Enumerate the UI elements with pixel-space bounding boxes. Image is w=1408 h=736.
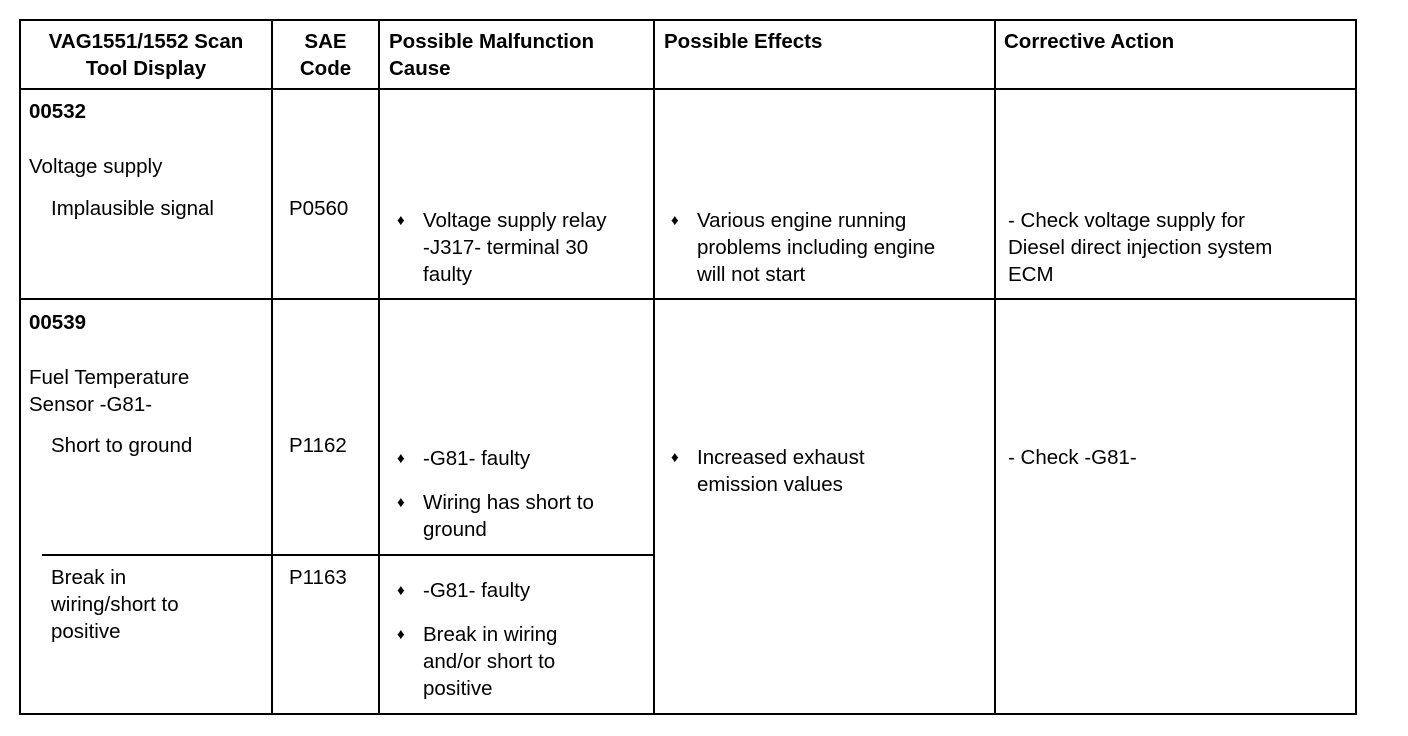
sae-code: P0560 [289, 197, 349, 220]
bullet-icon: ♦ [671, 212, 679, 229]
component-name: Voltage supply [29, 155, 163, 178]
fault-type: Short to ground [51, 434, 193, 457]
corrective-action: - Check voltage supply for Diesel direct injection system ECM [1008, 209, 1273, 286]
row-divider [19, 298, 1357, 300]
subrow-divider [42, 554, 654, 556]
col-divider-4 [994, 19, 996, 715]
fault-type: Implausible signal [51, 197, 214, 220]
border-top [19, 19, 1357, 21]
header-display: VAG1551/1552 Scan Tool Display [48, 30, 244, 80]
component-name: Fuel Temperature Sensor -G81- [29, 366, 190, 416]
border-right [1355, 19, 1357, 715]
bullet-icon: ♦ [397, 212, 405, 229]
bullet-icon: ♦ [397, 494, 405, 511]
fault-code: 00539 [29, 311, 87, 334]
bullet-icon: ♦ [397, 450, 405, 467]
header-sae-code: SAE Code [299, 30, 352, 80]
col-divider-1 [271, 19, 273, 715]
header-effects: Possible Effects [664, 30, 823, 53]
corrective-action: - Check -G81- [1008, 446, 1137, 469]
header-divider [19, 88, 1357, 90]
border-bottom [19, 713, 1357, 715]
sae-code: P1162 [289, 434, 347, 457]
fault-type: Break in wiring/short to positive [51, 566, 179, 643]
bullet-icon: ♦ [671, 449, 679, 466]
fault-code: 00532 [29, 100, 87, 123]
header-action: Corrective Action [1004, 30, 1175, 53]
sae-code: P1163 [289, 566, 347, 589]
col-divider-2 [378, 19, 380, 715]
header-cause: Possible Malfunction Cause [389, 30, 595, 80]
border-left [19, 19, 21, 715]
bullet-icon: ♦ [397, 626, 405, 643]
col-divider-3 [653, 19, 655, 715]
bullet-icon: ♦ [397, 582, 405, 599]
